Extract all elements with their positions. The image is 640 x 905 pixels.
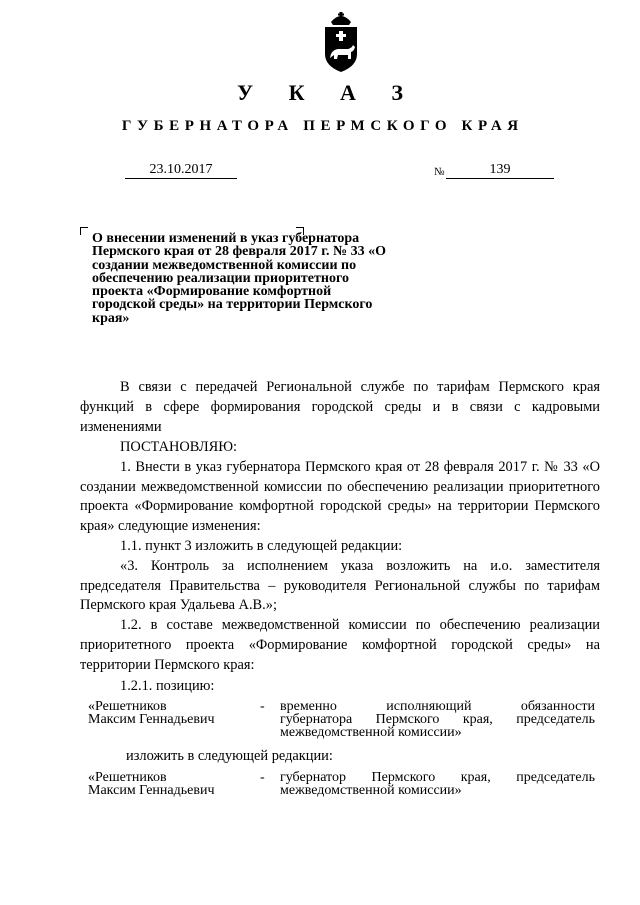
position-new-name-line2: Максим Геннадьевич xyxy=(88,783,215,798)
paragraph-quote-3: «3. Контроль за исполнением указа возложить на и.о. заместителя председателя Правительства – руководителя Региональной службы по тарифам Пермского края Удальева А.В.»; xyxy=(80,557,600,614)
position-old-desc-line2: губернатора Пермского края, председатель xyxy=(280,712,595,727)
position-old-name xyxy=(88,700,248,726)
document-subject: О внесении изменений в указ губернатора Пермского края от 28 февраля 2017 г. № 33 «О создании межведомственной комиссии по обеспечению реализации приоритетного проекта «Формирование комфортной городской среды» на территории Пермского края» xyxy=(92,231,386,326)
paragraph-item-1: 1. Внести в указ губернатора Пермского края от 28 февраля 2017 г. № 33 «О создании межведомственной комиссии по обеспечению реализации приоритетного проекта «Формирование комфортной городской среды» на территории Пермского края» следующие изменения: xyxy=(80,458,600,535)
document-number: 139 xyxy=(446,162,554,179)
paragraph-item-1-2-1: 1.2.1. позицию: xyxy=(120,678,215,694)
document-subtitle: ГУБЕРНАТОРА ПЕРМСКОГО КРАЯ xyxy=(121,118,524,134)
number-sign: № xyxy=(434,166,445,178)
position-new-name xyxy=(88,771,248,797)
position-old-desc-line1: временно исполняющий обязанности xyxy=(280,699,595,714)
document-title: У К А З xyxy=(236,80,419,105)
position-new-dash: - xyxy=(260,770,265,785)
position-old xyxy=(88,700,608,740)
position-new-name-line1: «Решетников xyxy=(88,770,167,785)
position-old-dash: - xyxy=(260,699,265,714)
position-new-desc-line1: губернатор Пермского края, председатель xyxy=(280,770,595,785)
position-old-name-line2: Максим Геннадьевич xyxy=(88,712,215,727)
position-new-desc xyxy=(280,771,595,797)
position-old-desc xyxy=(280,700,595,739)
paragraph-item-1-2: 1.2. в составе межведомственной комиссии по обеспечению реализации приоритетного проекта «Формирование комфортной городской среды» на территории Пермского края: xyxy=(80,617,600,673)
position-new xyxy=(88,771,608,801)
paragraph-preamble: В связи с передачей Региональной службе по тарифам Пермского края функций в сфере формирования городской среды и в связи с кадровыми изменениями xyxy=(80,379,600,435)
body-block xyxy=(80,438,600,676)
position-old-name-line1: «Решетников xyxy=(88,699,167,714)
replace-instruction: изложить в следующей редакции: xyxy=(126,748,333,764)
position-new-desc-line2: межведомственной комиссии» xyxy=(280,783,462,798)
body-block-2 xyxy=(80,677,600,697)
position-old-desc-line3: межведомственной комиссии» xyxy=(280,725,462,740)
paragraph-item-1-1: 1.1. пункт 3 изложить в следующей редакции: xyxy=(120,537,403,554)
document-date: 23.10.2017 xyxy=(125,162,237,179)
subject-bracket-left xyxy=(80,227,88,235)
coat-of-arms-icon xyxy=(318,12,364,74)
body-paragraph xyxy=(80,378,600,437)
paragraph-decree: ПОСТАНОВЛЯЮ: xyxy=(120,439,238,455)
